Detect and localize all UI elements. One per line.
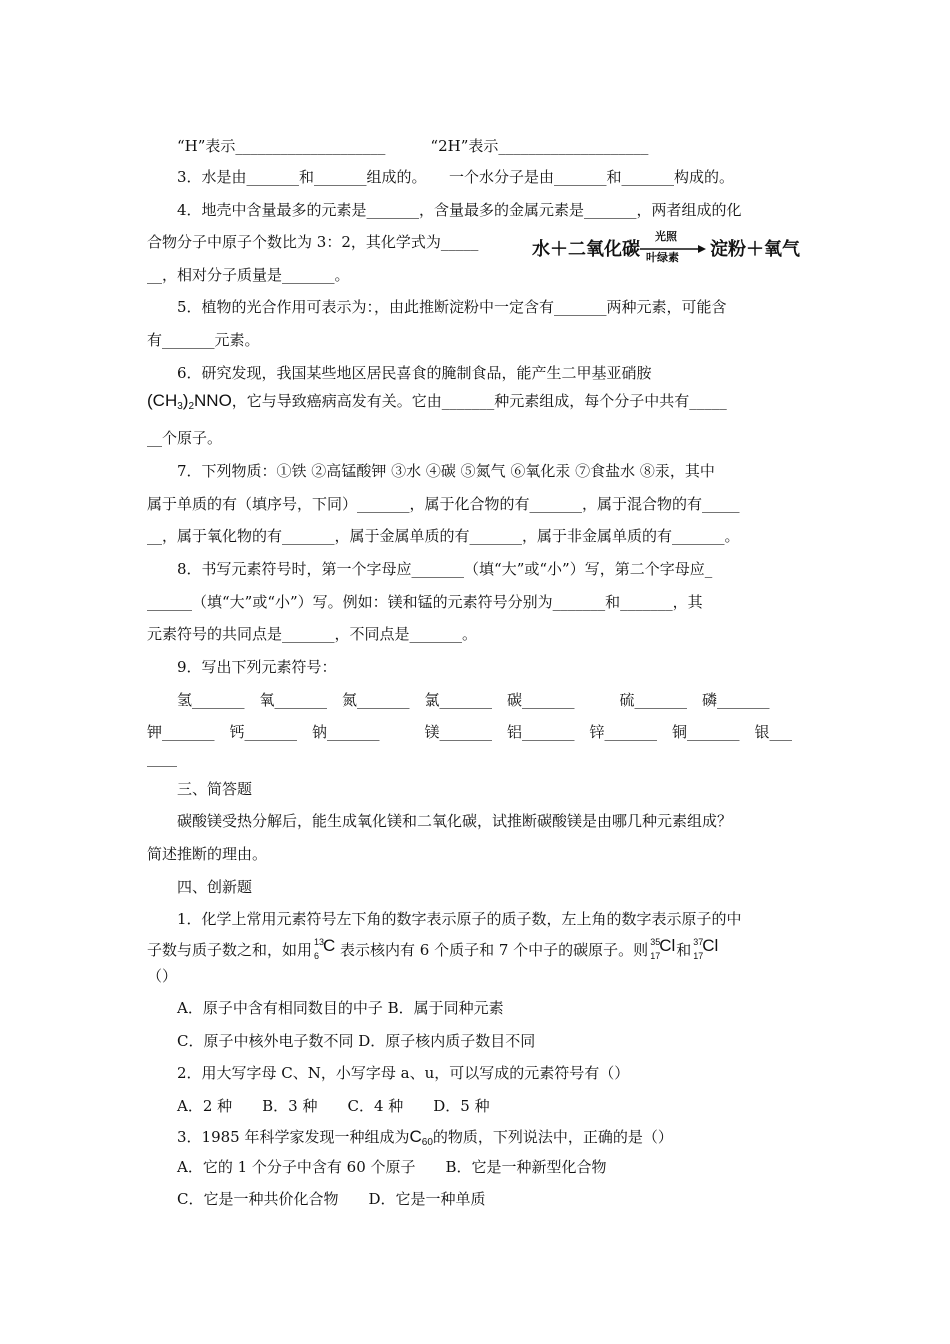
question-4-line-3: __，相对分子质量是_______。 (147, 266, 350, 284)
short-answer-question-line-1: 碳酸镁受热分解后，能生成氧化镁和二氧化碳，试推断碳酸镁是由哪几种元素组成？ (177, 812, 733, 830)
innovation-q1-line-2: 子数与质子数之和，如用 13 6 C 表示核内有 6 个质子和 7 个中子的碳原子。则 35 17 Cl 和 37 17 Cl (147, 936, 719, 961)
question-4-line-1: 4．地壳中含量最多的元素是_______，含量最多的金属元素是_______，两者组成的化 (177, 201, 742, 219)
element-symbol-row-1: 氢_______ 氧_______ 氮_______ 氯_______ 碳_______ 硫_______ 磷_______ (177, 691, 770, 709)
innovation-q3-options-cd: C．它是一种共价化合物 D．它是一种单质 (177, 1190, 486, 1208)
question-7-line-2: 属于单质的有（填序号，下同）_______，属于化合物的有_______，属于混合物的有_____ (147, 495, 740, 513)
innovation-q1-answer-paren: （） (147, 967, 178, 985)
short-answer-question-line-2: 简述推断的理由。 (147, 845, 268, 863)
element-symbol-row-3: ____ (147, 749, 177, 767)
question-8-line-1: 8．书写元素符号时，第一个字母应_______（填“大”或“小”）写，第二个字母应_ (177, 560, 713, 578)
photosynthesis-equation (532, 228, 802, 262)
question-5-line-1: 5．植物的光合作用可表示为：，由此推断淀粉中一定含有_______两种元素，可能含 (177, 298, 727, 316)
reaction-reactants: 水＋二氧化碳 (532, 239, 640, 259)
innovation-q1-options-ab: A．原子中含有相同数目的中子 B．属于同种元素 (177, 999, 504, 1017)
chlorine-37-isotope: 37 17 Cl (693, 936, 719, 961)
nitrosamine-formula: $(CH_3)_2NNO$ (147, 391, 232, 412)
question-9: 9．写出下列元素符号： (177, 658, 337, 676)
question-7-line-1: 7．下列物质：①铁 ②高锰酸钾 ③水 ④碳 ⑤氮气 ⑥氧化汞 ⑦食盐水 ⑧汞，其中 (177, 462, 715, 480)
innovation-q1-options-cd: C．原子中核外电子数不同 D．原子核内质子数目不同 (177, 1032, 536, 1050)
section-short-answer-heading: 三、简答题 (177, 780, 253, 798)
carbon-13-isotope: 13 6 C (314, 936, 336, 961)
chlorine-35-isotope: 35 17 Cl (650, 936, 676, 961)
question-3: 3．水是由_______和_______组成的。 一个水分子是由_______和_______构成的。 (177, 168, 735, 186)
innovation-q3-options-ab: A．它的 1 个分子中含有 60 个原子 B．它是一种新型化合物 (177, 1158, 607, 1176)
question-7-line-3: __，属于氧化物的有_______，属于金属单质的有_______，属于非金属单质的有_______。 (147, 527, 740, 545)
section-innovation-heading: 四、创新题 (177, 878, 253, 896)
innovation-q1-line-1: 1．化学上常用元素符号左下角的数字表示原子的质子数，左上角的数字表示原子的中 (177, 910, 742, 928)
question-6-line-2: $(CH_3)_2NNO$，它与导致癌病高发有关。它由_______种元素组成，每个分子中共有_____ (147, 391, 727, 412)
question-8-line-2: ______（填“大”或“小”）写。例如：镁和锰的元素符号分别为_______和_______，其 (147, 593, 703, 611)
innovation-q2-options: A．2 种 B．3 种 C．4 种 D．5 种 (177, 1097, 490, 1115)
element-symbol-row-2: 钾_______ 钙_______ 钠_______ 镁_______ 铝_______ 锌_______ 铜_______ 银___ (147, 723, 793, 741)
question-8-line-3: 元素符号的共同点是_______，不同点是_______。 (147, 625, 478, 643)
question-5-line-2: 有_______元素。 (147, 331, 260, 349)
reaction-condition-light: 光照 (655, 231, 677, 243)
innovation-q3: 3．1985 年科学家发现一种组成为$C_{60}$的物质，下列说法中，正确的是（） (177, 1127, 673, 1148)
question-6-line-3: __个原子。 (147, 429, 223, 447)
c60-formula: $C_{60}$ (409, 1127, 433, 1148)
question-6-line-1: 6．研究发现，我国某些地区居民喜食的腌制食品，能产生二甲基亚硝胺 (177, 364, 652, 382)
h-symbol-question: “H”表示____________________ “2H”表示____________________ (177, 137, 649, 155)
question-4-line-2: 合物分子中原子个数比为 3：2，其化学式为_____ (147, 233, 479, 251)
reaction-condition-chlorophyll: 叶绿素 (646, 252, 679, 264)
reaction-products: 淀粉＋氧气 (710, 239, 800, 259)
innovation-q2: 2．用大写字母 C、N，小写字母 a、u，可以写成的元素符号有（） (177, 1064, 630, 1082)
